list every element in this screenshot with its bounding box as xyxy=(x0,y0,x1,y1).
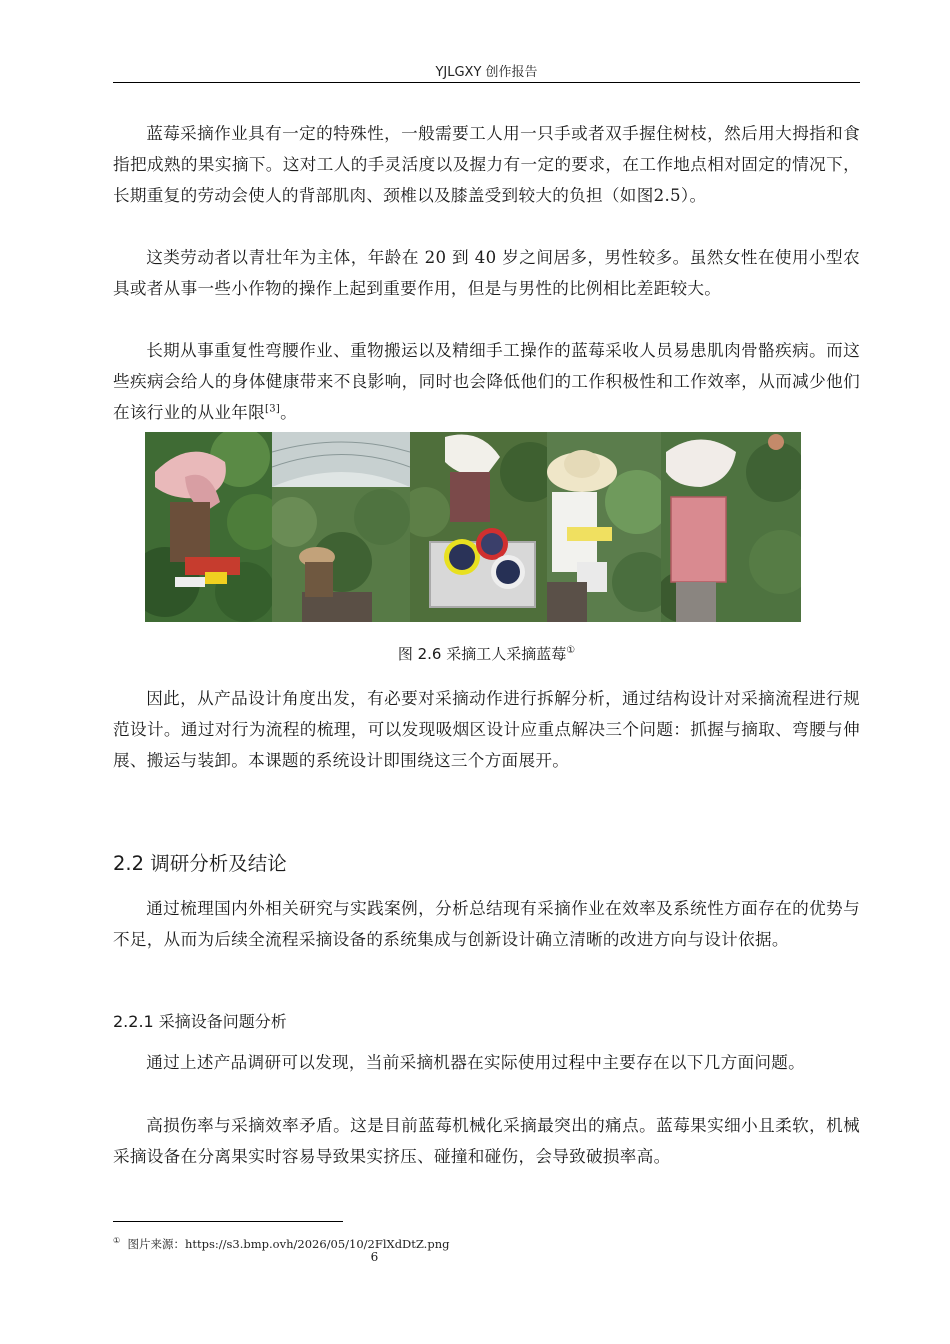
photo-worker-floral-hat xyxy=(661,432,801,622)
figure-caption xyxy=(113,639,860,663)
photo-worker-straw-hat xyxy=(547,432,661,622)
figure-workers-picking-blueberries xyxy=(145,432,801,622)
paragraph-picking-nature: 蓝莓采摘作业具有一定的特殊性，一般需要工人用一只手或者双手握住树枝，然后用大拇指和食指把成熟的果实摘下。这对工人的手灵活度以及握力有一定的要求，在工作地点相对固定的情况下，长期重复的劳动会使人的背部肌肉、颈椎以及膝盖受到较大的负担（如图2.5）。 xyxy=(113,124,860,205)
photo-greenhouse-image xyxy=(272,432,410,622)
section-heading-2-2-1: 2.2.1 采摘设备问题分析 xyxy=(113,1012,287,1031)
paragraph-research-summary: 通过梳理国内外相关研究与实践案例，分析总结现有采摘作业在效率及系统性方面存在的优势与不足，从而为后续全流程采摘设备的系统集成与创新设计确立清晰的改进方向与设计依据。 xyxy=(113,899,860,949)
paragraph-health-risk-text: 长期从事重复性弯腰作业、重物搬运以及精细手工操作的蓝莓采收人员易患肌肉骨骼疾病。而这些疾病会给人的身体健康带来不良影响，同时也会降低他们的工作积极性和工作效率，从而减少他们在该行业的从业年限 xyxy=(113,341,860,422)
photo-greenhouse xyxy=(272,432,410,622)
photo-worker-floral-hat-image xyxy=(661,432,801,622)
photo-crates-blueberries-image xyxy=(410,432,547,622)
section-heading-2-2: 2.2 调研分析及结论 xyxy=(113,852,287,875)
footnote-rule xyxy=(113,1221,343,1222)
figure-footnote-mark[interactable]: ① xyxy=(566,645,576,656)
photo-worker-pink-hat xyxy=(145,432,272,622)
footnote-mark: ① xyxy=(113,1236,121,1245)
citation-marker[interactable]: [3] xyxy=(265,403,281,415)
page-number: 6 xyxy=(370,1250,379,1264)
paragraph-damage-efficiency: 高损伤率与采摘效率矛盾。这是目前蓝莓机械化采摘最突出的痛点。蓝莓果实细小且柔软，机械采摘设备在分离果实时容易导致果实挤压、碰撞和碰伤，会导致破损率高。 xyxy=(113,1116,860,1166)
footnote-text: 图片来源：https://s3.bmp.ovh/2026/05/10/2FlXdDtZ.png xyxy=(127,1236,450,1251)
photo-worker-straw-hat-image xyxy=(547,432,661,622)
paragraph-design-approach: 因此，从产品设计角度出发，有必要对采摘动作进行拆解分析，通过结构设计对采摘流程进行规范设计。通过对行为流程的梳理，可以发现吸烟区设计应重点解决三个问题：抓握与摘取、弯腰与伸展、搬运与装卸。本课题的系统设计即围绕这三个方面展开。 xyxy=(113,689,860,770)
figure-caption-text: 图 2.6 采摘工人采摘蓝莓 xyxy=(397,645,567,663)
paragraph-workforce: 这类劳动者以青壮年为主体，年龄在 20 到 40 岁之间居多，男性较多。虽然女性在使用小型农具或者从事一些小作物的操作上起到重要作用，但是与男性的比例相比差距较大。 xyxy=(113,248,860,298)
photo-crates-blueberries xyxy=(410,432,547,622)
paragraph-problem-intro: 通过上述产品调研可以发现，当前采摘机器在实际使用过程中主要存在以下几方面问题。 xyxy=(146,1053,806,1072)
running-header: YJLGXY 创作报告 xyxy=(435,65,538,80)
photo-worker-pink-hat-image xyxy=(145,432,272,622)
paragraph-health-risk-end: 。 xyxy=(280,403,298,422)
paragraph-health-risk xyxy=(113,335,860,428)
header-rule xyxy=(113,82,860,83)
